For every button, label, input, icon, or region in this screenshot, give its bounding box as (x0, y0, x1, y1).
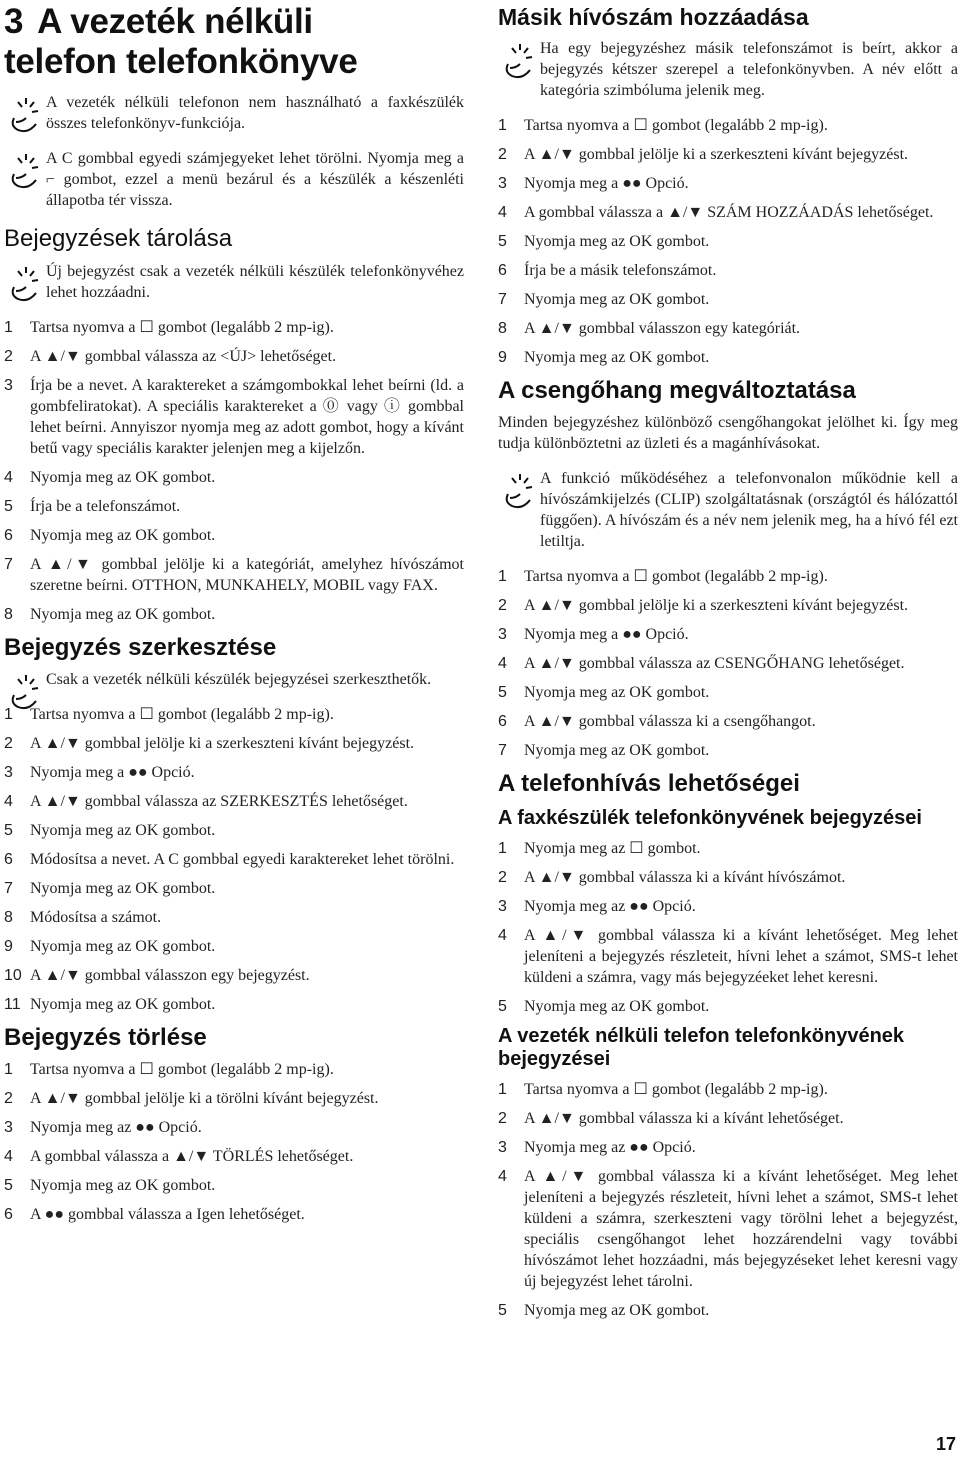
tip-text: Csak a vezeték nélküli készülék bejegyzései szerkeszthetők. (46, 671, 432, 688)
step-text: A gombbal válassza a ▲/▼ TÖRLÉS lehetőséget. (30, 1148, 354, 1165)
step-text: A ▲/▼ gombbal válassza ki a csengőhangot. (524, 713, 816, 730)
step-text: Módosítsa a számot. (30, 909, 162, 926)
section-heading: Másik hívószám hozzáadása (498, 4, 809, 30)
step-text: Írja be a telefonszámot. (30, 498, 181, 515)
step-text: Nyomja meg az OK gombot. (524, 684, 710, 701)
step-text: Módosítsa a nevet. A C gombbal egyedi karaktereket lehet törölni. (30, 851, 455, 868)
cordless-steps (498, 1079, 958, 1321)
step-item (498, 318, 958, 339)
step-item (4, 965, 464, 986)
step-item (4, 1088, 464, 1109)
step-item (498, 1300, 958, 1321)
step-number: 1 (4, 1061, 13, 1078)
step-item (4, 1117, 464, 1138)
step-text: A ▲/▼ gombbal válassza az CSENGŐHANG lehetőséget. (524, 655, 905, 672)
step-number: 1 (4, 319, 13, 336)
step-item (4, 762, 464, 783)
step-number: 2 (498, 869, 507, 886)
step-item (4, 878, 464, 899)
step-number: 6 (4, 851, 13, 868)
step-number: 6 (498, 713, 507, 730)
step-text: A ▲/▼ gombbal válassza ki a kívánt lehetőséget. Meg lehet jeleníteni a bejegyzés részleteit, hívni lehet a számot, SMS-t lehet küldeni a számra, vagy más bejegyzéeket lehet keresni. (524, 927, 958, 986)
step-number: 8 (498, 320, 507, 337)
step-text: A ▲/▼ gombbal válassza ki a kívánt hívószámot. (524, 869, 846, 886)
step-number: 4 (498, 655, 507, 672)
step-text: Tartsa nyomva a ☐ gombot (legalább 2 mp-ig). (30, 319, 334, 336)
edit-steps (4, 704, 464, 1015)
step-item (498, 115, 958, 136)
step-item (4, 849, 464, 870)
step-item (498, 1108, 958, 1129)
step-item (498, 711, 958, 732)
step-text: A gombbal válassza a ▲/▼ SZÁM HOZZÁADÁS lehetőséget. (524, 204, 934, 221)
step-number: 4 (4, 1148, 13, 1165)
step-number: 3 (4, 377, 13, 394)
step-number: 8 (4, 909, 13, 926)
lightbulb-hand-icon (6, 261, 44, 303)
second-number-steps (498, 115, 958, 368)
step-text: Nyomja meg az ●● Opció. (524, 1139, 696, 1156)
step-text: Nyomja meg a ●● Opció. (524, 626, 689, 643)
step-text: A ▲/▼ gombbal válassza ki a kívánt lehetőséget. (524, 1110, 844, 1127)
step-item (4, 704, 464, 725)
step-item (498, 289, 958, 310)
step-item (4, 907, 464, 928)
fax-steps (498, 838, 958, 1017)
step-item (4, 1059, 464, 1080)
section-heading: A csengőhang megváltoztatása (498, 377, 856, 404)
chapter-title (4, 2, 464, 82)
chapter-title-line-2: telefon telefonkönyve (4, 42, 358, 81)
delete-steps (4, 1059, 464, 1225)
section-heading: Bejegyzések tárolása (4, 225, 233, 252)
store-steps (4, 317, 464, 625)
step-text: Nyomja meg az OK gombot. (524, 998, 710, 1015)
tip-note (4, 148, 464, 211)
step-number: 2 (4, 348, 13, 365)
tip-note (4, 92, 464, 134)
step-item (4, 994, 464, 1015)
step-item (498, 173, 958, 194)
step-number: 5 (4, 498, 13, 515)
step-item (498, 1166, 958, 1292)
step-item (4, 936, 464, 957)
tip-note (498, 468, 958, 552)
step-number: 8 (4, 606, 13, 623)
step-number: 7 (4, 556, 13, 573)
step-text: Nyomja meg az OK gombot. (30, 1177, 216, 1194)
ring-paragraph: Minden bejegyzéshez különböző csengőhangokat jelölhet ki. Így meg tudja különböztetni az üzleti és a magánhívásokat. (498, 414, 958, 452)
step-number: 6 (4, 1206, 13, 1223)
subsection-heading: A faxkészülék telefonkönyvének bejegyzései (498, 807, 922, 829)
step-text: Tartsa nyomva a ☐ gombot (legalább 2 mp-ig). (30, 1061, 334, 1078)
chapter-number: 3 (4, 2, 24, 41)
step-item (498, 653, 958, 674)
step-text: A ▲/▼ gombbal jelölje ki a szerkeszteni kívánt bejegyzést. (30, 735, 415, 752)
step-text: Írja be a nevet. A karaktereket a számgombokkal lehet beírni (ld. a gombfeliratokat). A speciális karaktereket a ⓪ vagy ⓘ gombbal lehet beírni. Annyiszor nyomja meg az adott gombot, hogy a kívánt betű vagy speciális karakter jelenjen meg a kijelzőn. (30, 377, 464, 457)
step-text: Tartsa nyomva a ☐ gombot (legalább 2 mp-ig). (524, 117, 828, 134)
tip-text: Új bejegyzést csak a vezeték nélküli készülék telefonkönyvéhez lehet hozzáadni. (46, 263, 464, 301)
lightbulb-hand-icon (500, 468, 538, 510)
step-text: A ▲/▼ gombbal válasszon egy bejegyzést. (30, 967, 310, 984)
step-number: 6 (4, 527, 13, 544)
step-number: 3 (498, 1139, 507, 1156)
step-number: 5 (498, 684, 507, 701)
step-text: Nyomja meg az OK gombot. (524, 349, 710, 366)
step-number: 3 (4, 764, 13, 781)
step-item (4, 791, 464, 812)
tip-note (498, 38, 958, 101)
step-text: A ▲/▼ gombbal jelölje ki a szerkeszteni kívánt bejegyzést. (524, 597, 909, 614)
section-heading: A telefonhívás lehetőségei (498, 770, 800, 797)
step-item (4, 317, 464, 338)
step-number: 5 (498, 233, 507, 250)
step-text: Nyomja meg az OK gombot. (30, 822, 216, 839)
step-item (4, 820, 464, 841)
step-number: 2 (498, 1110, 507, 1127)
step-number: 3 (4, 1119, 13, 1136)
step-text: Írja be a másik telefonszámot. (524, 262, 717, 279)
step-text: A ▲/▼ gombbal jelölje ki a kategóriát, amelyhez hívószámot szeretne beírni. OTTHON, MUNKAHELY, MOBIL vagy FAX. (30, 556, 464, 594)
section-heading: Bejegyzés törlése (4, 1024, 207, 1051)
step-item (498, 925, 958, 988)
step-number: 2 (498, 597, 507, 614)
step-item (498, 566, 958, 587)
step-item (4, 467, 464, 488)
step-number: 1 (498, 117, 507, 134)
step-number: 3 (498, 175, 507, 192)
step-number: 5 (4, 822, 13, 839)
lightbulb-hand-icon (6, 92, 44, 134)
step-number: 4 (4, 469, 13, 486)
step-number: 2 (4, 1090, 13, 1107)
step-text: A ▲/▼ gombbal jelölje ki a törölni kívánt bejegyzést. (30, 1090, 379, 1107)
step-item (4, 496, 464, 517)
step-number: 4 (498, 1168, 507, 1185)
step-item (498, 231, 958, 252)
step-item (4, 1204, 464, 1225)
step-number: 1 (498, 568, 507, 585)
tip-text: A vezeték nélküli telefonon nem használható a faxkészülék összes telefonkönyv-funkciója. (46, 94, 464, 132)
step-number: 5 (4, 1177, 13, 1194)
section-heading: Bejegyzés szerkesztése (4, 634, 277, 661)
lightbulb-hand-icon (6, 148, 44, 190)
step-number: 4 (498, 204, 507, 221)
chapter-title-line-1: A vezeték nélküli (37, 2, 313, 41)
step-number: 7 (498, 742, 507, 759)
step-text: Nyomja meg az OK gombot. (30, 880, 216, 897)
step-text: Nyomja meg az OK gombot. (30, 938, 216, 955)
step-item (498, 1079, 958, 1100)
step-text: A ▲/▼ gombbal válassza az <ÚJ> lehetőséget. (30, 348, 337, 365)
step-text: Nyomja meg a ●● Opció. (524, 175, 689, 192)
step-number: 2 (4, 735, 13, 752)
step-text: A ▲/▼ gombbal jelölje ki a szerkeszteni kívánt bejegyzést. (524, 146, 909, 163)
left-column (4, 0, 464, 1233)
step-text: Nyomja meg az OK gombot. (30, 527, 216, 544)
step-number: 9 (4, 938, 13, 955)
step-item (4, 346, 464, 367)
step-item (498, 260, 958, 281)
step-text: A ▲/▼ gombbal válassza az SZERKESZTÉS lehetőséget. (30, 793, 408, 810)
step-item (498, 144, 958, 165)
step-number: 5 (498, 1302, 507, 1319)
step-item (498, 595, 958, 616)
step-text: Nyomja meg az ●● Opció. (524, 898, 696, 915)
step-item (4, 554, 464, 596)
tip-text: Ha egy bejegyzéshez másik telefonszámot is beírt, akkor a bejegyzés kétszer szerepel a telefonkönyvben. A név előtt a kategória szimbóluma jelenik meg. (540, 40, 958, 99)
step-text: Nyomja meg az OK gombot. (30, 469, 216, 486)
step-text: Nyomja meg az OK gombot. (524, 742, 710, 759)
step-item (498, 740, 958, 761)
step-text: Tartsa nyomva a ☐ gombot (legalább 2 mp-ig). (30, 706, 334, 723)
step-number: 6 (498, 262, 507, 279)
step-text: Tartsa nyomva a ☐ gombot (legalább 2 mp-ig). (524, 568, 828, 585)
step-number: 11 (4, 996, 21, 1013)
step-item (4, 604, 464, 625)
step-text: Nyomja meg az OK gombot. (524, 1302, 710, 1319)
step-item (4, 375, 464, 459)
step-number: 2 (498, 146, 507, 163)
tip-text: A C gombbal egyedi számjegyeket lehet törölni. Nyomja meg a ⌐ gombot, ezzel a menü bezárul és a készülék a készenléti állapotba tér vissza. (46, 150, 464, 209)
step-text: Tartsa nyomva a ☐ gombot (legalább 2 mp-ig). (524, 1081, 828, 1098)
step-number: 1 (498, 1081, 507, 1098)
step-number: 1 (4, 706, 13, 723)
ring-steps (498, 566, 958, 761)
step-item (498, 1137, 958, 1158)
step-text: A ▲/▼ gombbal válasszon egy kategóriát. (524, 320, 801, 337)
step-text: Nyomja meg az ●● Opció. (30, 1119, 202, 1136)
step-item (4, 525, 464, 546)
step-item (498, 867, 958, 888)
step-text: Nyomja meg az OK gombot. (524, 291, 710, 308)
page-number: 17 (935, 1434, 956, 1454)
step-item (498, 682, 958, 703)
step-item (4, 1146, 464, 1167)
step-number: 1 (498, 840, 507, 857)
step-number: 3 (498, 626, 507, 643)
step-text: Nyomja meg az OK gombot. (524, 233, 710, 250)
tip-text: A funkció működéséhez a telefonvonalon működnie kell a hívószámkijelzés (CLIP) szolgáltatásnak (országtól és hálózattól függően). A hívószám és a név nem jelenik meg, ha a hívó fél ezt letiltja. (540, 470, 958, 550)
step-number: 4 (4, 793, 13, 810)
subsection-heading: A vezeték nélküli telefon telefonkönyvének bejegyzései (498, 1025, 905, 1070)
lightbulb-hand-icon (500, 38, 538, 80)
step-text: A ▲/▼ gombbal válassza ki a kívánt lehetőséget. Meg lehet jeleníteni a bejegyzés részleteit, hívni lehet a számot, SMS-t lehet küldeni a számra, szerkeszteni vagy törölni lehet a bejegyzést, speciális csengőhangot lehet hozzárendelni vagy további hívószámot lehet hozzáadni, más bejegyzéseket lehet keresni vagy új bejegyzést lehet tárolni. (524, 1168, 958, 1290)
step-text: A ●● gombbal válassza a Igen lehetőséget. (30, 1206, 305, 1223)
step-item (4, 1175, 464, 1196)
step-text: Nyomja meg a ●● Opció. (30, 764, 195, 781)
step-number: 10 (4, 967, 22, 984)
step-item (498, 838, 958, 859)
step-item (4, 733, 464, 754)
step-item (498, 996, 958, 1017)
step-number: 5 (498, 998, 507, 1015)
step-text: Nyomja meg az OK gombot. (30, 996, 216, 1013)
tip-note (4, 261, 464, 303)
step-number: 7 (4, 880, 13, 897)
step-number: 3 (498, 898, 507, 915)
step-number: 7 (498, 291, 507, 308)
step-number: 4 (498, 927, 507, 944)
step-item (498, 624, 958, 645)
step-text: Nyomja meg az ☐ gombot. (524, 840, 701, 857)
step-item (498, 896, 958, 917)
step-item (498, 202, 958, 223)
step-item (498, 347, 958, 368)
right-column (498, 0, 958, 1329)
step-number: 9 (498, 349, 507, 366)
tip-note (4, 669, 464, 690)
step-text: Nyomja meg az OK gombot. (30, 606, 216, 623)
